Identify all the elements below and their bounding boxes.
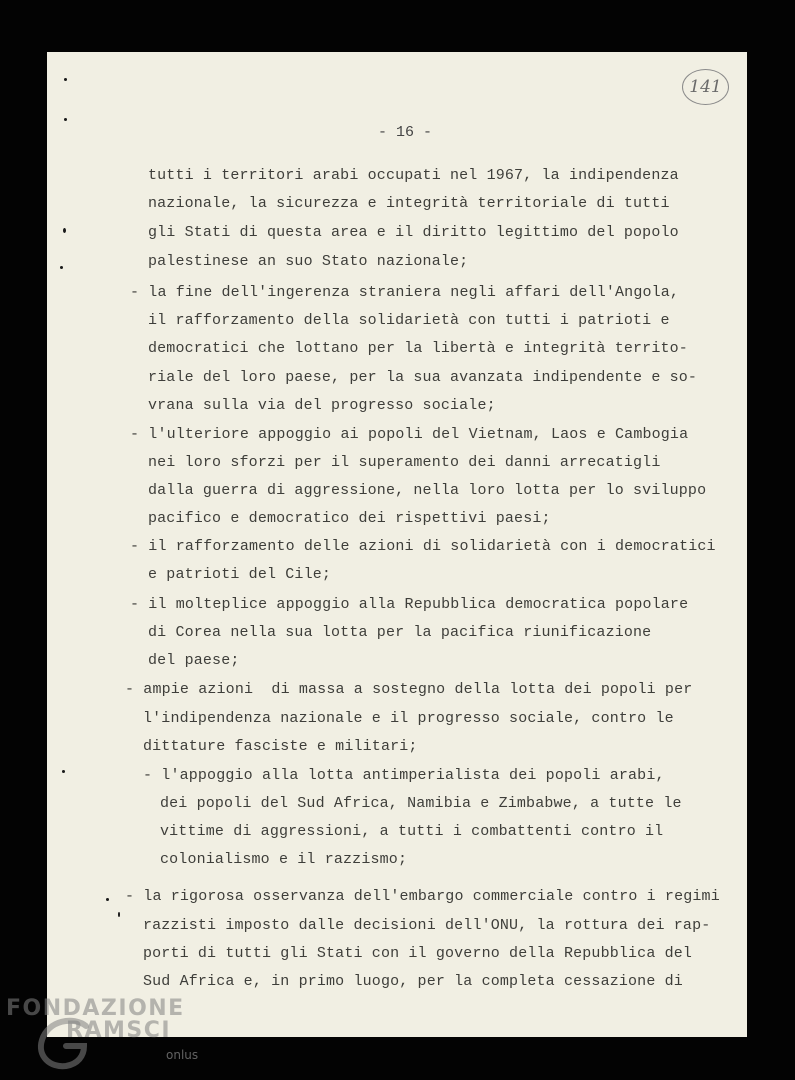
watermark-suffix: onlus bbox=[166, 1048, 199, 1062]
text-line: - ampie azioni di massa a sostegno della lotta dei popoli per bbox=[125, 681, 693, 698]
text-line: razzisti imposto dalle decisioni dell'ONU, la rottura dei rap- bbox=[143, 917, 711, 934]
text-line: e patrioti del Cile; bbox=[148, 566, 332, 583]
text-line: dalla guerra di aggressione, nella loro lotta per lo sviluppo bbox=[148, 482, 707, 499]
text-line: pacifico e democratico dei rispettivi paesi; bbox=[148, 510, 551, 527]
scan-mark bbox=[64, 78, 67, 81]
text-line: di Corea nella sua lotta per la pacifica riunificazione bbox=[148, 624, 652, 641]
text-line: vittime di aggressioni, a tutti i combattenti contro il bbox=[160, 823, 664, 840]
scan-mark bbox=[118, 912, 120, 917]
text-line: democratici che lottano per la libertà e integrità territo- bbox=[148, 340, 688, 357]
scan-mark bbox=[106, 898, 109, 901]
text-line: il rafforzamento della solidarietà con tutti i patrioti e bbox=[148, 312, 670, 329]
archive-page-number: 141 bbox=[682, 69, 729, 105]
text-line: - il rafforzamento delle azioni di solidarietà con i democratici bbox=[130, 538, 716, 555]
text-line: vrana sulla via del progresso sociale; bbox=[148, 397, 496, 414]
text-line: porti di tutti gli Stati con il governo della Repubblica del bbox=[143, 945, 693, 962]
text-line: palestinese an suo Stato nazionale; bbox=[148, 253, 469, 270]
scan-mark bbox=[64, 118, 67, 121]
text-line: riale del loro paese, per la sua avanzata indipendente e so- bbox=[148, 369, 698, 386]
text-line: nei loro sforzi per il superamento dei danni arrecatigli bbox=[148, 454, 661, 471]
text-line: - il molteplice appoggio alla Repubblica democratica popolare bbox=[130, 596, 689, 613]
text-line: - la rigorosa osservanza dell'embargo commerciale contro i regimi bbox=[125, 888, 720, 905]
text-line: - l'ulteriore appoggio ai popoli del Vietnam, Laos e Cambogia bbox=[130, 426, 689, 443]
text-line: colonialismo e il razzismo; bbox=[160, 851, 408, 868]
watermark-line2: RAMSCI bbox=[66, 1018, 172, 1043]
text-line: Sud Africa e, in primo luogo, per la completa cessazione di bbox=[143, 973, 683, 990]
scan-mark bbox=[62, 770, 65, 773]
scan-mark bbox=[60, 266, 63, 269]
text-line: - l'appoggio alla lotta antimperialista dei popoli arabi, bbox=[143, 767, 665, 784]
text-line: nazionale, la sicurezza e integrità territoriale di tutti bbox=[148, 195, 670, 212]
text-line: dittature fasciste e militari; bbox=[143, 738, 418, 755]
text-line: gli Stati di questa area e il diritto legittimo del popolo bbox=[148, 224, 679, 241]
watermark-line1: FONDAZIONE bbox=[6, 996, 185, 1021]
page-number: - 16 - bbox=[378, 124, 433, 141]
text-line: tutti i territori arabi occupati nel 1967, la indipendenza bbox=[148, 167, 679, 184]
text-line: l'indipendenza nazionale e il progresso sociale, contro le bbox=[143, 710, 674, 727]
text-line: del paese; bbox=[148, 652, 240, 669]
text-line: - la fine dell'ingerenza straniera negli affari dell'Angola, bbox=[130, 284, 680, 301]
text-line: dei popoli del Sud Africa, Namibia e Zimbabwe, a tutte le bbox=[160, 795, 682, 812]
scan-mark bbox=[63, 228, 66, 233]
